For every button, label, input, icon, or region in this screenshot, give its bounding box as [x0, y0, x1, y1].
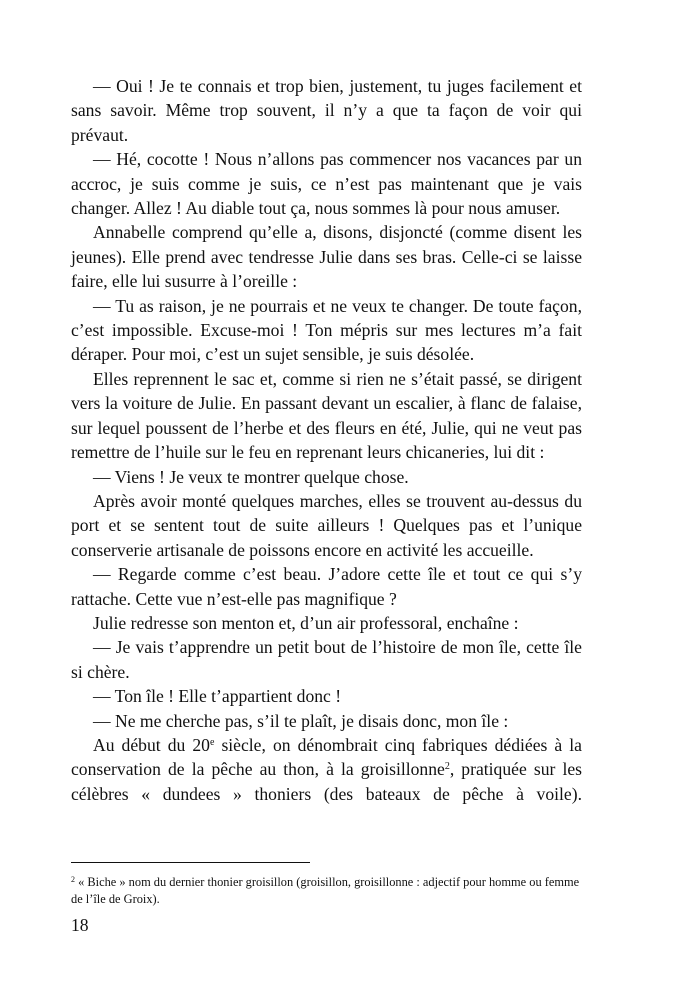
paragraph-2: — Hé, cocotte ! Nous n’allons pas commencer nos vacances par un accroc, je suis comme je suis, ce n’est pas maintenant que je vais changer. Allez ! Au diable tout ça, nous sommes là pour nous amuser. [71, 149, 582, 219]
paragraph-13-text-a: Au début du 20 [93, 734, 210, 755]
footnote-marker: 2 [71, 875, 75, 884]
footnote [71, 874, 582, 908]
paragraph-13 [71, 733, 582, 806]
footnote-reference: 2 [444, 761, 450, 773]
century-superscript: e [209, 736, 215, 748]
paragraph-11: — Ton île ! Elle t’appartient donc ! [93, 686, 342, 707]
paragraph-13-text-c: , pratiquée sur les célèbres « dundees » thoniers (des bateaux de pêche à voile). [71, 759, 582, 804]
footnote-divider [71, 862, 310, 863]
paragraph-3: Annabelle comprend qu’elle a, disons, disjoncté (comme disent les jeunes). Elle prend avec tendresse Julie dans ses bras. Celle-ci se laisse faire, elle lui susurre à l’oreille : [71, 222, 582, 292]
paragraph-12: — Ne me cherche pas, s’il te plaît, je disais donc, mon île : [93, 710, 509, 731]
paragraph-7: Après avoir monté quelques marches, elles se trouvent au-dessus du port et se sentent tout de suite ailleurs ! Quelques pas et l’unique conserverie artisanale de poissons encore en activité les accueille. [71, 490, 582, 560]
paragraph-9: Julie redresse son menton et, d’un air professoral, enchaîne : [93, 612, 519, 633]
paragraph-6: — Viens ! Je veux te montrer quelque chose. [93, 466, 409, 487]
paragraph-13-text-b: siècle, on dénombrait cinq fabriques dédiées à la conservation de la pêche au thon, à la groisillonne [71, 734, 582, 780]
page-body [71, 74, 582, 806]
footnote-text: « Biche » nom du dernier thonier groisillon (groisillon, groisillonne : adjectif pour homme ou femme de l’île de Groix). [71, 875, 580, 906]
page-number: 18 [71, 915, 89, 935]
paragraph-1: — Oui ! Je te connais et trop bien, justement, tu juges facilement et sans savoir. Même trop souvent, il n’y a que ta façon de voir qui prévaut. [71, 76, 582, 145]
paragraph-4: — Tu as raison, je ne pourrais et ne veux te changer. De toute façon, c’est impossible. Excuse-moi ! Ton mépris sur mes lectures m’a fait déraper. Pour moi, c’est un sujet sensible, je suis désolée. [71, 295, 582, 365]
paragraph-5: Elles reprennent le sac et, comme si rien ne s’était passé, se dirigent vers la voiture de Julie. En passant devant un escalier, à flanc de falaise, sur lequel poussent de l’herbe et des fleurs en été, Julie, qui ne veut pas remettre de l’huile sur le feu en reprenant leurs chicaneries, lui dit : [71, 368, 582, 463]
paragraph-10: — Je vais t’apprendre un petit bout de l’histoire de mon île, cette île si chère. [71, 637, 582, 682]
paragraph-8: — Regarde comme c’est beau. J’adore cette île et tout ce qui s’y rattache. Cette vue n’est-elle pas magnifique ? [71, 564, 582, 609]
